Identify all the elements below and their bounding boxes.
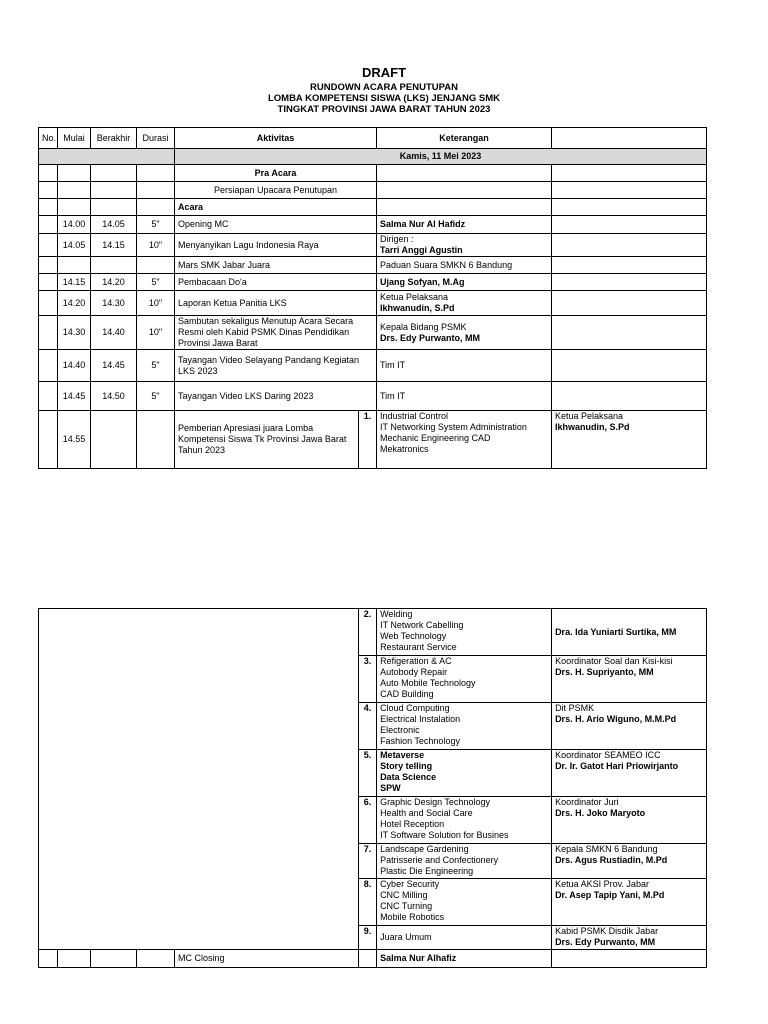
col-keterangan: Keterangan <box>377 128 552 149</box>
closing-name: Salma Nur Alhafiz <box>377 950 552 968</box>
rundown-table-continued <box>38 608 707 968</box>
award-group-2: 2. Welding IT Network Cabelling Web Technology Restaurant Service Dra. Ida Yuniarti Surtika, MM <box>39 609 707 656</box>
table-row: 14.55 Pemberian Apresiasi juara Lomba Kompetensi Siswa Tk Provinsi Jawa Barat Tahun 2023 1. Industrial Control IT Networking System Administration Mechanic Engineering CAD Mekatronics Ketua Pelaksana Ikhwanudin, S.Pd <box>39 411 707 469</box>
closing-row <box>39 950 707 968</box>
table-row: 14.40 14.45 5" Tayangan Video Selayang Pandang Kegiatan LKS 2023 Tim IT <box>39 350 707 382</box>
award-group-5: 5. Metaverse Story telling Data Science SPW Koordinator SEAMEO ICC Dr. Ir. Gatot Hari Priowirjanto <box>39 750 707 797</box>
date-row <box>39 149 707 165</box>
header-row <box>39 128 707 149</box>
table-row <box>39 165 707 182</box>
award-group-4: 4. Cloud Computing Electrical Instalation Electronic Fashion Technology Dit PSMK Drs. H. Ario Wiguno, M.M.Pd <box>39 703 707 750</box>
persiapan-label: Persiapan Upacara Penutupan <box>175 182 377 199</box>
acara-label: Acara <box>175 199 377 216</box>
award-activity: Pemberian Apresiasi juara Lomba Kompetensi Siswa Tk Provinsi Jawa Barat Tahun 2023 <box>175 411 359 469</box>
col-durasi: Durasi <box>137 128 175 149</box>
table-row: Mars SMK Jabar Juara Paduan Suara SMKN 6 Bandung <box>39 257 707 274</box>
award-group-9: 9. Juara Umum Kabid PSMK Disdik Jabar Drs. Edy Purwanto, MM <box>39 926 707 950</box>
table-row: 14.20 14.30 10" Laporan Ketua Panitia LKS Ketua Pelaksana Ikhwanudin, S.Pd <box>39 291 707 316</box>
subtitle-line-1: RUNDOWN ACARA PENUTUPAN <box>310 82 458 93</box>
award-group-3: 3. Refigeration & AC Autobody Repair Auto Mobile Technology CAD Building Koordinator Soal dan Kisi-kisi Drs. H. Supriyanto, MM <box>39 656 707 703</box>
subtitle-line-3: TINGKAT PROVINSI JAWA BARAT TAHUN 2023 <box>277 104 491 115</box>
table-row <box>39 199 707 216</box>
date-label: Kamis, 11 Mei 2023 <box>175 149 707 165</box>
col-aktivitas: Aktivitas <box>175 128 377 149</box>
award-group-8: 8. Cyber Security CNC Milling CNC Turning Mobile Robotics Ketua AKSI Prov. Jabar Dr. Asep Tapip Yani, M.Pd <box>39 879 707 926</box>
award-group-6: 6. Graphic Design Technology Health and Social Care Hotel Reception IT Software Solution for Busines Koordinator Juri Drs. H. Joko Maryoto <box>39 797 707 844</box>
pra-acara-label: Pra Acara <box>175 165 377 182</box>
rundown-table <box>38 127 707 469</box>
table-row: 14.15 14.20 5" Pembacaan Do'a Ujang Sofyan, M.Ag <box>39 274 707 291</box>
col-no: No. <box>39 128 58 149</box>
award-group-7: 7. Landscape Gardening Patrisserie and Confectionery Plastic Die Engineering Kepala SMKN 6 Bandung Drs. Agus Rustiadin, M.Pd <box>39 844 707 879</box>
table-row: 14.00 14.05 5" Opening MC Salma Nur Al Hafidz <box>39 216 707 234</box>
table-row <box>39 182 707 199</box>
table-row: 14.05 14.15 10" Menyanyikan Lagu Indonesia Raya Dirigen : Tarri Anggi Agustin <box>39 234 707 257</box>
table-row: 14.45 14.50 5" Tayangan Video LKS Daring 2023 Tim IT <box>39 382 707 411</box>
table-row: 14.30 14.40 10" Sambutan sekaligus Menutup Acara Secara Resmi oleh Kabid PSMK Dinas Pendidikan Provinsi Jawa Barat Kepala Bidang PSMK Drs. Edy Purwanto, MM <box>39 316 707 350</box>
col-berakhir: Berakhir <box>91 128 137 149</box>
page-title: DRAFT <box>361 65 407 80</box>
col-mulai: Mulai <box>58 128 91 149</box>
closing-activity: MC Closing <box>175 950 359 968</box>
subtitle-line-2: LOMBA KOMPETENSI SISWA (LKS) JENJANG SMK <box>267 93 501 104</box>
